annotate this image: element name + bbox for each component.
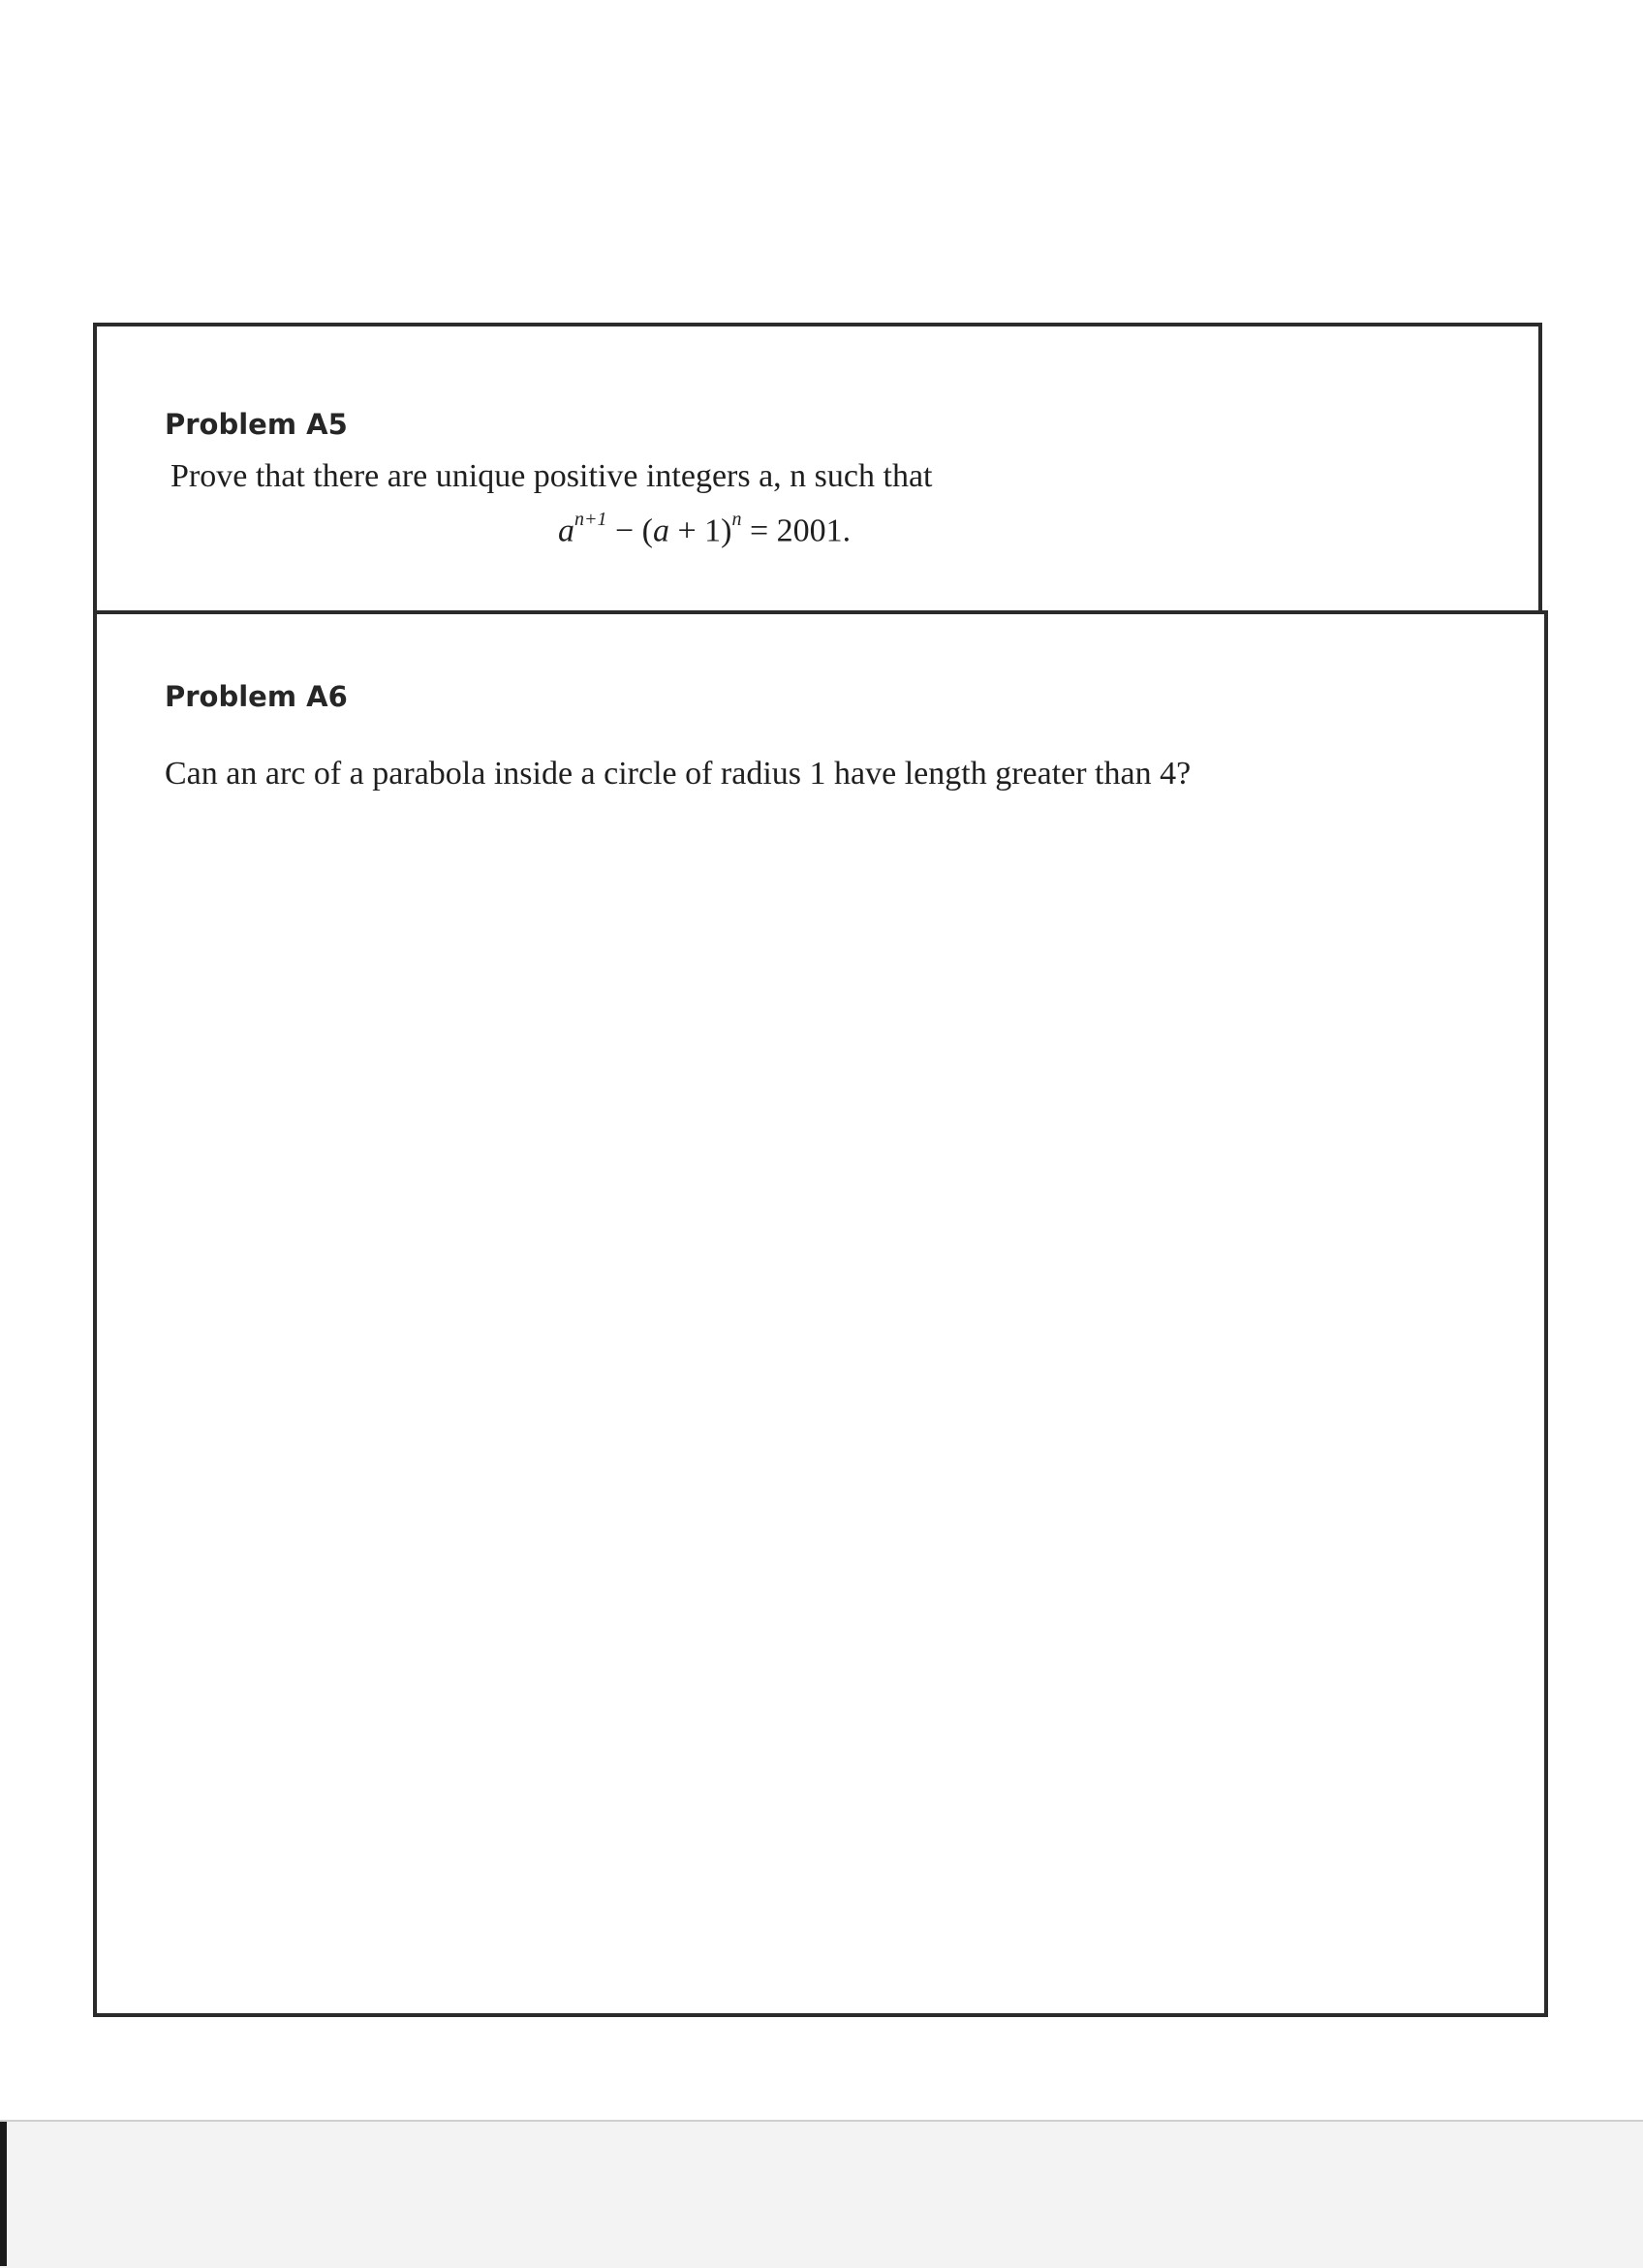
problem-a5-heading: Problem A5 — [165, 408, 348, 441]
problem-a5-equation — [558, 509, 852, 549]
problem-a6-heading: Problem A6 — [165, 680, 348, 713]
equation-base: a — [558, 513, 574, 549]
equation-minus: − ( — [606, 513, 653, 549]
problem-a6-box — [93, 610, 1548, 2017]
problem-a5-box — [93, 323, 1542, 614]
equation-plus-one: + 1) — [669, 513, 732, 549]
problem-a6-statement: Can an arc of a parabola inside a circle of radius 1 have length greater than 4? — [165, 756, 1192, 792]
equation-inner: a — [653, 513, 669, 549]
show-through-smudge — [852, 136, 1434, 165]
scanner-edge — [0, 2122, 7, 2266]
problem-a5-statement — [170, 458, 932, 495]
problem-a5-statement-text: Prove that there are unique positive integers a, n such that — [170, 458, 933, 494]
equation-inner-exponent: n — [731, 509, 742, 530]
scanner-background — [0, 2120, 1643, 2268]
equation-equals: = 2001. — [741, 513, 852, 549]
equation-exponent: n+1 — [574, 509, 607, 530]
